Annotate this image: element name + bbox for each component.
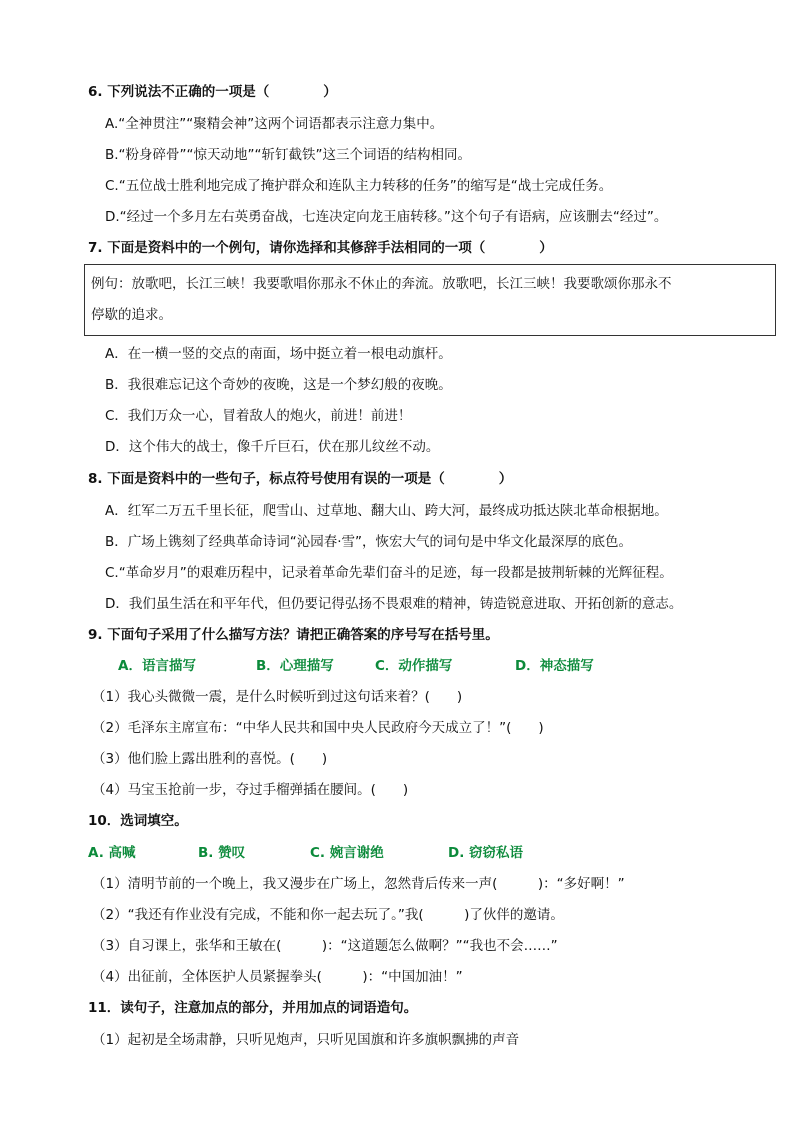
example-line-1: 例句：放歌吧，长江三峡！我要歌唱你那永不休止的奔流。放歌吧，长江三峡！我要歌颂你那永不 [91,276,672,292]
q9-item-2: （2）毛泽东主席宣布：“中华人民共和国中央人民政府今天成立了！”( ) [92,720,544,736]
q6-stem: 6. 下列说法不正确的一项是（ ） [88,84,337,100]
q8-option-c: C.“革命岁月”的艰难历程中，记录着革命先辈们奋斗的足迹，每一段都是披荆斩棘的光辉征程。 [105,565,673,581]
q8-option-a: A．红军二万五千里长征，爬雪山、过草地、翻大山、跨大河，最终成功抵达陕北革命根据地。 [105,503,668,519]
q9-choice-a: A．语言描写 [118,658,196,674]
q11-item-1: （1）起初是全场肃静，只听见炮声，只听见国旗和许多旗帜飘拂的声音 [92,1032,520,1048]
q10-item-2: （2）“我还有作业没有完成，不能和你一起去玩了。”我( )了伙伴的邀请。 [92,907,564,923]
q10-choice-c: C. 婉言谢绝 [310,845,384,861]
q10-item-3: （3）自习课上，张华和王敏在( )：“这道题怎么做啊？”“我也不会……” [92,938,558,954]
q7-option-b: B．我很难忘记这个奇妙的夜晚，这是一个梦幻般的夜晚。 [105,377,452,393]
q6-option-c: C.“五位战士胜利地完成了掩护群众和连队主力转移的任务”的缩写是“战士完成任务。 [105,178,613,194]
q9-stem: 9. 下面句子采用了什么描写方法？请把正确答案的序号写在括号里。 [88,627,499,643]
q9-item-3: （3）他们脸上露出胜利的喜悦。( ) [92,751,328,767]
q10-item-4: （4）出征前，全体医护人员紧握拳头( )：“中国加油！” [92,969,463,985]
q9-item-1: （1）我心头微微一震，是什么时候听到过这句话来着？( ) [92,689,463,705]
q7-option-c: C．我们万众一心，冒着敌人的炮火，前进！前进！ [105,408,412,424]
q8-stem: 8. 下面是资料中的一些句子，标点符号使用有误的一项是（ ） [88,471,513,487]
q8-option-d: D．我们虽生活在和平年代，但仍要记得弘扬不畏艰难的精神，铸造锐意进取、开拓创新的意志。 [105,596,683,612]
q9-item-4: （4）马宝玉抢前一步，夺过手榴弹插在腰间。( ) [92,782,409,798]
q7-option-d: D．这个伟大的战士，像千斤巨石，伏在那儿纹丝不动。 [105,439,440,455]
q10-choice-b: B. 赞叹 [198,845,246,861]
q6-option-b: B.“粉身碎骨”“惊天动地”“斩钉截铁”这三个词语的结构相同。 [105,147,472,163]
example-line-2: 停歇的追求。 [91,307,172,323]
q10-item-1: （1）清明节前的一个晚上，我又漫步在广场上，忽然背后传来一声( )：“多好啊！” [92,876,625,892]
example-box [84,264,776,336]
q6-option-d: D.“经过一个多月左右英勇奋战，七连决定向龙王庙转移。”这个句子有语病，应该删去“经过”。 [105,209,668,225]
q9-choice-d: D．神态描写 [515,658,594,674]
q11-stem: 11．读句子，注意加点的部分，并用加点的词语造句。 [88,1000,418,1016]
q10-choice-a: A. 高喊 [88,845,136,861]
q7-stem: 7. 下面是资料中的一个例句，请你选择和其修辞手法相同的一项（ ） [88,240,553,256]
q9-choice-b: B．心理描写 [256,658,334,674]
q6-option-a: A.“全神贯注”“聚精会神”这两个词语都表示注意力集中。 [105,116,444,132]
q9-choice-c: C．动作描写 [375,658,453,674]
q10-choice-d: D. 窃窃私语 [448,845,524,861]
q10-stem: 10．选词填空。 [88,813,188,829]
q8-option-b: B．广场上镌刻了经典革命诗词“沁园春·雪”，恢宏大气的词句是中华文化最深厚的底色。 [105,534,633,550]
q7-option-a: A．在一横一竖的交点的南面，场中挺立着一根电动旗杆。 [105,346,452,362]
